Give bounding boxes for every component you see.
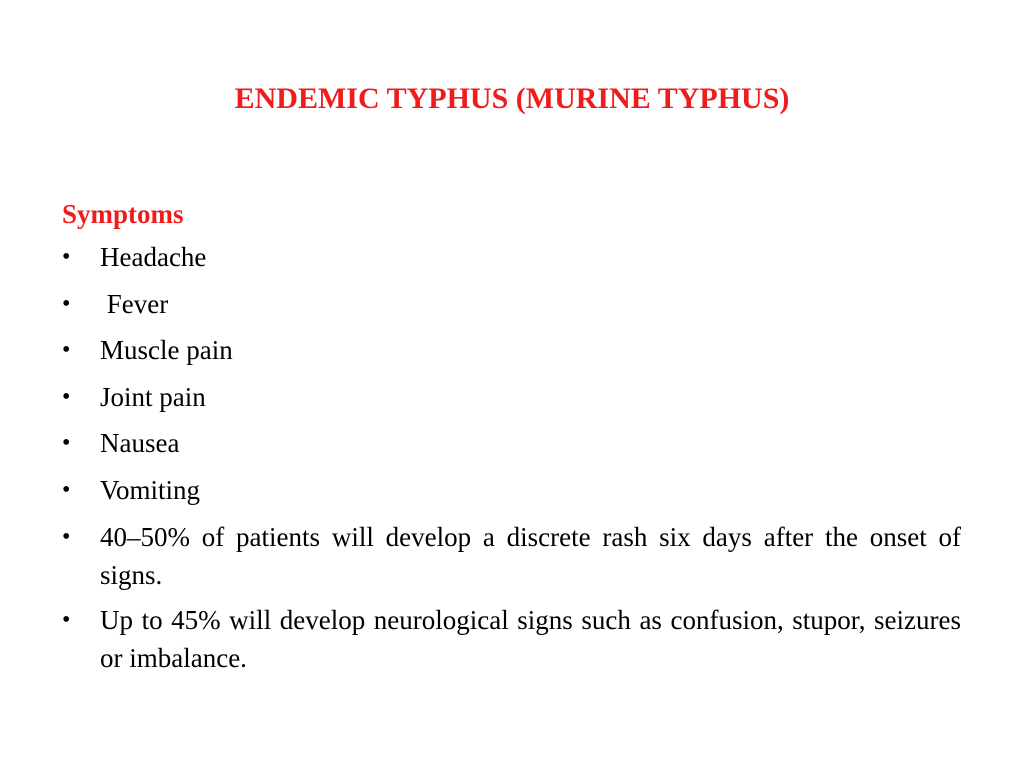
slide-content	[62, 196, 961, 684]
list-item-text: 40–50% of patients will develop a discrete rash six days after the onset of signs.	[100, 521, 961, 590]
bullet-icon: •	[62, 290, 71, 317]
symptom-list	[62, 238, 961, 677]
bullet-icon: •	[62, 383, 71, 410]
list-item	[62, 331, 961, 369]
list-item	[62, 518, 961, 594]
list-item-text: Nausea	[100, 428, 180, 459]
bullet-icon: •	[62, 523, 71, 550]
list-item	[62, 238, 961, 276]
list-item	[62, 601, 961, 677]
list-item	[62, 471, 961, 509]
list-item	[62, 424, 961, 462]
bullet-icon: •	[62, 430, 71, 457]
list-item-text: Vomiting	[100, 474, 201, 505]
bullet-icon: •	[62, 337, 71, 364]
list-item	[62, 285, 961, 323]
list-item-text: Headache	[100, 242, 207, 272]
bullet-icon: •	[62, 244, 71, 270]
section-heading: Symptoms	[62, 199, 184, 229]
list-item-text: Fever	[100, 288, 169, 319]
list-item-text: Joint pain	[100, 381, 206, 412]
list-item-text: Muscle pain	[100, 335, 233, 366]
bullet-icon: •	[62, 606, 71, 633]
list-item	[62, 378, 961, 416]
slide-title: ENDEMIC TYPHUS (MURINE TYPHUS)	[234, 82, 790, 115]
list-item-text: Up to 45% will develop neurological signs such as confusion, stupor, seizures or imbalance.	[100, 604, 961, 673]
bullet-icon: •	[62, 476, 71, 503]
